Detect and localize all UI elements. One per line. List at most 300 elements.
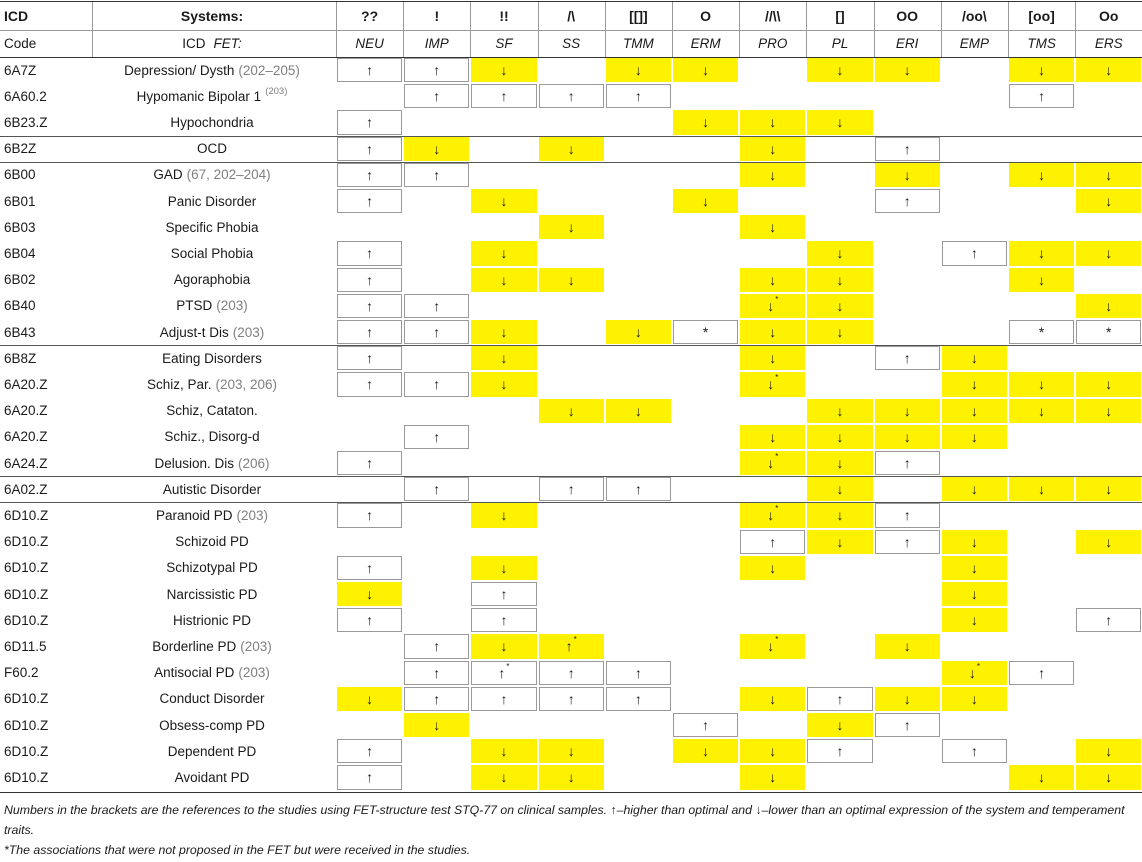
icd-code: 6D10.Z — [4, 507, 49, 523]
icd-code: 6D10.Z — [4, 743, 49, 759]
arrow-down-icon: ↓ — [567, 271, 575, 288]
trait-cell — [1009, 58, 1074, 82]
column-abbreviation: IMP — [424, 36, 449, 51]
trait-cell — [740, 739, 805, 763]
arrow-down-icon: ↓ — [970, 612, 978, 629]
arrow-down-icon: ↓ — [1105, 245, 1113, 262]
trait-cell — [1076, 530, 1141, 554]
arrow-up-icon: ↑ — [903, 455, 911, 472]
arrow-down-icon: ↓ — [500, 324, 508, 341]
disorder-label: Social Phobia — [170, 245, 254, 261]
arrow-down-icon: ↓ — [769, 428, 777, 445]
header-icd-text: ICD — [182, 36, 206, 51]
arrow-down-icon: ↓ — [769, 350, 777, 367]
trait-cell — [1009, 372, 1074, 396]
disorder-name — [92, 555, 332, 581]
disorder-name — [92, 109, 332, 135]
disorder-label: GAD — [153, 167, 183, 183]
arrow-down-icon: ↓ — [366, 586, 374, 603]
icd-code: 6B43 — [4, 324, 36, 340]
column-symbol: ! — [434, 8, 440, 24]
arrow-down-icon: ↓ — [970, 481, 978, 498]
disorder-name — [92, 450, 332, 476]
icd-code: 6B03 — [4, 219, 36, 235]
trait-cell — [875, 451, 940, 475]
trait-cell — [1076, 294, 1141, 318]
arrow-up-icon: ↑ — [366, 245, 374, 262]
trait-cell — [337, 137, 402, 161]
trait-cell — [1076, 58, 1141, 82]
trait-cell — [471, 503, 536, 527]
arrow-up-icon: ↑ — [366, 324, 374, 341]
trait-cell — [673, 58, 738, 82]
trait-cell — [807, 399, 872, 423]
trait-cell — [1076, 739, 1141, 763]
trait-cell — [942, 346, 1007, 370]
arrow-up-icon: ↑ — [366, 350, 374, 367]
disorder-name — [92, 371, 332, 397]
trait-cell — [807, 425, 872, 449]
trait-cell — [606, 477, 671, 501]
arrow-down-icon: ↓ — [1105, 297, 1113, 314]
icd-code: 6B23.Z — [4, 114, 48, 130]
trait-cell — [539, 399, 604, 423]
trait-cell — [740, 215, 805, 239]
arrow-down-icon: ↓ — [500, 271, 508, 288]
header-column-divider — [403, 2, 404, 57]
arrow-down-icon: ↓ — [1038, 769, 1046, 786]
trait-cell — [942, 739, 1007, 763]
arrow-up-icon: ↑ — [500, 586, 508, 603]
trait-cell — [471, 84, 536, 108]
trait-cell — [337, 58, 402, 82]
note-references: Numbers in the brackets are the references to the studies using FET-structure test STQ-77 on clinical samples. ↑–higher than optimal and ↓–lower than an optimal expression of the system and temperament traits. — [4, 803, 1125, 837]
arrow-down-icon: ↓ — [634, 324, 642, 341]
disorder-references: (203) — [240, 638, 272, 654]
trait-cell — [807, 58, 872, 82]
icd-code: 6D10.Z — [4, 691, 49, 707]
arrow-down-icon: ↓ — [769, 166, 777, 183]
arrow-down-icon: ↓ — [769, 271, 777, 288]
column-symbol: /oo\ — [961, 8, 987, 24]
column-abbreviation: PRO — [758, 36, 788, 51]
disorder-label: Histrionic PD — [172, 612, 251, 628]
trait-cell — [471, 346, 536, 370]
trait-cell — [673, 320, 738, 344]
trait-cell — [539, 84, 604, 108]
arrow-down-icon: ↓ — [970, 428, 978, 445]
arrow-up-icon: ↑ — [500, 690, 508, 707]
arrow-up-icon: ↑ — [366, 743, 374, 760]
column-abbreviation: NEU — [355, 36, 384, 51]
trait-cell — [740, 320, 805, 344]
arrow-down-icon: ↓ — [702, 114, 710, 131]
trait-cell — [1076, 765, 1141, 789]
footnote-mark: * — [976, 661, 980, 671]
icd-code: 6A24.Z — [4, 455, 48, 471]
trait-cell — [740, 503, 805, 527]
disorder-references: (67, 202–204) — [186, 167, 271, 183]
disorder-name — [92, 607, 332, 633]
arrow-up-icon: ↑ — [366, 376, 374, 393]
trait-cell — [740, 163, 805, 187]
arrow-down-icon: ↓ — [769, 769, 777, 786]
trait-cell — [807, 503, 872, 527]
header-column-divider — [1008, 2, 1009, 57]
asterisk-mark: * — [702, 324, 709, 341]
trait-cell — [404, 634, 469, 658]
icd-code: 6D10.Z — [4, 586, 49, 602]
disorder-label: Specific Phobia — [165, 219, 259, 235]
icd-code: F60.2 — [4, 665, 39, 681]
column-symbol: O — [700, 8, 712, 24]
trait-cell — [539, 661, 604, 685]
footnote-mark: * — [775, 294, 779, 304]
trait-cell — [606, 661, 671, 685]
arrow-down-icon: ↓ — [634, 402, 642, 419]
trait-cell — [1009, 163, 1074, 187]
trait-cell — [404, 58, 469, 82]
trait-cell — [673, 739, 738, 763]
arrow-down-icon: ↓ — [567, 140, 575, 157]
header-column-divider — [605, 2, 606, 57]
column-symbol: //\\ — [765, 8, 781, 24]
arrow-up-icon: ↑ — [366, 559, 374, 576]
trait-cell — [740, 687, 805, 711]
arrow-down-icon: ↓ — [836, 114, 844, 131]
disorder-references: (203) — [236, 507, 269, 523]
column-symbol: /\ — [567, 8, 576, 24]
footnote-mark: * — [573, 635, 577, 645]
arrow-up-icon: ↑ — [836, 690, 844, 707]
arrow-down-icon: ↓ — [1038, 271, 1046, 288]
disorder-references: (203) — [238, 665, 270, 681]
arrow-down-icon: ↓ — [968, 664, 976, 681]
arrow-up-icon: ↑ — [433, 324, 441, 341]
arrow-up-icon: ↑ — [433, 376, 441, 393]
column-abbreviation: TMS — [1027, 36, 1056, 51]
trait-cell — [1009, 268, 1074, 292]
footnote-mark: * — [775, 373, 779, 383]
arrow-up-icon: ↑ — [366, 507, 374, 524]
trait-cell — [337, 241, 402, 265]
arrow-down-icon: ↓ — [1105, 376, 1113, 393]
trait-cell — [1076, 320, 1141, 344]
arrow-down-icon: ↓ — [500, 62, 508, 79]
trait-cell — [337, 189, 402, 213]
header-code-label: Code — [4, 36, 37, 51]
trait-cell — [337, 556, 402, 580]
trait-cell — [875, 503, 940, 527]
arrow-down-icon: ↓ — [702, 62, 710, 79]
disorder-name — [92, 319, 332, 345]
column-abbreviation: ERS — [1094, 36, 1123, 51]
arrow-down-icon: ↓ — [769, 559, 777, 576]
disorder-name — [92, 476, 332, 502]
trait-cell — [471, 739, 536, 763]
trait-cell — [807, 451, 872, 475]
arrow-down-icon: ↓ — [970, 586, 978, 603]
column-abbreviation: SF — [495, 36, 513, 51]
arrow-down-icon: ↓ — [903, 166, 911, 183]
trait-cell — [606, 687, 671, 711]
arrow-down-icon: ↓ — [1105, 166, 1113, 183]
trait-cell — [942, 241, 1007, 265]
trait-cell — [875, 687, 940, 711]
disorder-name — [92, 764, 332, 790]
header-column-divider — [739, 2, 740, 57]
icd-code: 6A20.Z — [4, 376, 48, 392]
arrow-down-icon: ↓ — [836, 455, 844, 472]
arrow-up-icon: ↑ — [567, 88, 575, 105]
trait-cell — [740, 372, 805, 396]
disorder-references: (203) — [265, 85, 288, 97]
trait-cell — [471, 687, 536, 711]
disorder-name — [92, 581, 332, 607]
column-abbreviation: ERI — [895, 36, 919, 51]
trait-cell — [1076, 241, 1141, 265]
icd-code: 6D10.Z — [4, 534, 49, 550]
header-icd-label: ICD — [4, 8, 29, 24]
trait-cell — [337, 163, 402, 187]
disorder-name — [92, 83, 332, 109]
trait-cell — [1009, 399, 1074, 423]
trait-cell — [807, 687, 872, 711]
arrow-down-icon: ↓ — [769, 114, 777, 131]
disorder-references: (203, 206) — [215, 376, 278, 392]
disorder-label: Dependent PD — [167, 743, 257, 759]
arrow-up-icon: ↑ — [567, 664, 575, 681]
trait-cell — [1009, 320, 1074, 344]
trait-cell — [875, 713, 940, 737]
column-symbol: !! — [499, 8, 509, 24]
column-symbol: OO — [896, 8, 919, 24]
disorder-name — [92, 424, 332, 450]
trait-cell — [807, 268, 872, 292]
trait-cell — [1009, 661, 1074, 685]
disorder-label: Conduct Disorder — [159, 691, 265, 707]
arrow-down-icon: ↓ — [500, 743, 508, 760]
arrow-down-icon: ↓ — [836, 428, 844, 445]
disorder-label: Antisocial PD — [154, 665, 235, 681]
trait-cell — [337, 346, 402, 370]
arrow-down-icon: ↓ — [1038, 245, 1046, 262]
trait-cell — [337, 687, 402, 711]
arrow-down-icon: ↓ — [634, 62, 642, 79]
arrow-down-icon: ↓ — [903, 428, 911, 445]
trait-cell — [404, 372, 469, 396]
column-abbreviation: PL — [831, 36, 849, 51]
disorder-label: Hypomanic Bipolar 1 — [136, 88, 262, 104]
disorder-label: Adjust-t Dis — [159, 324, 229, 340]
arrow-down-icon: ↓ — [836, 481, 844, 498]
arrow-up-icon: ↑ — [433, 166, 441, 183]
trait-cell — [404, 84, 469, 108]
disorder-name — [92, 267, 332, 293]
footnote-mark: * — [775, 635, 779, 645]
icd-code: 6B01 — [4, 193, 36, 209]
arrow-up-icon: ↑ — [970, 245, 978, 262]
trait-cell — [1076, 608, 1141, 632]
arrow-up-icon: ↑ — [1038, 664, 1046, 681]
arrow-down-icon: ↓ — [836, 324, 844, 341]
trait-cell — [471, 58, 536, 82]
arrow-down-icon: ↓ — [836, 62, 844, 79]
arrow-up-icon: ↑ — [634, 690, 642, 707]
trait-cell — [471, 372, 536, 396]
trait-cell — [539, 137, 604, 161]
header-column-divider — [941, 2, 942, 57]
trait-cell — [471, 268, 536, 292]
arrow-down-icon: ↓ — [500, 245, 508, 262]
trait-cell — [471, 634, 536, 658]
trait-cell — [807, 110, 872, 134]
horizontal-rule — [0, 792, 1142, 793]
trait-cell — [942, 582, 1007, 606]
arrow-up-icon: ↑ — [903, 717, 911, 734]
arrow-down-icon: ↓ — [702, 743, 710, 760]
arrow-down-icon: ↓ — [1038, 166, 1046, 183]
arrow-down-icon: ↓ — [702, 193, 710, 210]
icd-code: 6A7Z — [4, 62, 37, 78]
arrow-down-icon: ↓ — [970, 559, 978, 576]
arrow-down-icon: ↓ — [836, 717, 844, 734]
arrow-down-icon: ↓ — [767, 455, 775, 472]
trait-cell — [337, 110, 402, 134]
trait-cell — [539, 765, 604, 789]
disorder-label: Eating Disorders — [162, 350, 262, 366]
arrow-up-icon: ↑ — [769, 533, 777, 550]
arrow-down-icon: ↓ — [970, 350, 978, 367]
arrow-down-icon: ↓ — [500, 559, 508, 576]
column-symbol: ?? — [361, 8, 379, 24]
trait-cell — [1009, 765, 1074, 789]
column-abbreviation: EMP — [959, 36, 990, 51]
trait-cell — [1076, 189, 1141, 213]
horizontal-rule — [0, 1, 1142, 2]
header-fet-text: FET: — [213, 36, 242, 51]
trait-cell — [673, 110, 738, 134]
trait-cell — [740, 556, 805, 580]
trait-cell — [807, 294, 872, 318]
icd-code: 6B8Z — [4, 350, 37, 366]
disorder-name — [92, 162, 332, 188]
icd-code: 6B04 — [4, 245, 36, 261]
arrow-up-icon: ↑ — [903, 350, 911, 367]
arrow-down-icon: ↓ — [500, 638, 508, 655]
header-column-divider — [336, 2, 337, 57]
arrow-down-icon: ↓ — [769, 140, 777, 157]
arrow-up-icon: ↑ — [433, 62, 441, 79]
icd-code: 6D11.5 — [4, 638, 47, 654]
column-symbol: Oo — [1099, 8, 1119, 24]
trait-cell — [606, 58, 671, 82]
trait-cell — [740, 346, 805, 370]
arrow-down-icon: ↓ — [500, 376, 508, 393]
arrow-down-icon: ↓ — [836, 271, 844, 288]
trait-cell — [673, 189, 738, 213]
arrow-down-icon: ↓ — [903, 402, 911, 419]
trait-cell — [539, 739, 604, 763]
icd-code: 6D10.Z — [4, 769, 49, 785]
trait-cell — [1076, 372, 1141, 396]
arrow-up-icon: ↑ — [903, 533, 911, 550]
trait-cell — [740, 137, 805, 161]
trait-cell — [875, 346, 940, 370]
header-column-divider — [672, 2, 673, 57]
trait-cell — [807, 241, 872, 265]
trait-cell — [807, 320, 872, 344]
header-column-divider — [92, 2, 93, 57]
arrow-up-icon: ↑ — [366, 140, 374, 157]
arrow-up-icon: ↑ — [500, 88, 508, 105]
header-systems-label: Systems: — [180, 8, 244, 24]
trait-cell — [740, 110, 805, 134]
disorder-name — [92, 188, 332, 214]
arrow-down-icon: ↓ — [769, 219, 777, 236]
arrow-up-icon: ↑ — [366, 455, 374, 472]
icd-code: 6A20.Z — [4, 403, 48, 419]
disorder-label: Schizotypal PD — [166, 560, 258, 576]
trait-cell — [606, 84, 671, 108]
arrow-down-icon: ↓ — [970, 533, 978, 550]
arrow-up-icon: ↑ — [433, 664, 441, 681]
disorder-name — [92, 136, 332, 162]
disorder-label: Paranoid PD — [155, 507, 233, 523]
trait-cell — [942, 661, 1007, 685]
trait-cell — [404, 137, 469, 161]
disorder-label: PTSD — [176, 298, 213, 314]
asterisk-mark: * — [1106, 324, 1112, 341]
horizontal-rule — [0, 30, 1142, 31]
trait-cell — [404, 661, 469, 685]
arrow-down-icon: ↓ — [767, 297, 775, 314]
arrow-down-icon: ↓ — [767, 638, 775, 655]
trait-cell — [807, 713, 872, 737]
trait-cell — [875, 425, 940, 449]
arrow-up-icon: ↑ — [970, 743, 978, 760]
trait-cell — [807, 530, 872, 554]
trait-cell — [875, 399, 940, 423]
trait-cell — [337, 503, 402, 527]
footnote-mark: * — [775, 452, 779, 462]
arrow-down-icon: ↓ — [970, 402, 978, 419]
table-notes — [4, 800, 1140, 860]
arrow-down-icon: ↓ — [903, 62, 911, 79]
icd-code: 6B2Z — [4, 141, 37, 157]
arrow-up-icon: ↑ — [903, 140, 911, 157]
arrow-down-icon: ↓ — [567, 402, 575, 419]
trait-cell — [942, 372, 1007, 396]
arrow-down-icon: ↓ — [1105, 769, 1113, 786]
arrow-up-icon: ↑ — [433, 428, 441, 445]
trait-cell — [471, 661, 536, 685]
arrow-up-icon: ↑ — [500, 612, 508, 629]
arrow-down-icon: ↓ — [836, 245, 844, 262]
trait-cell — [740, 765, 805, 789]
trait-cell — [1009, 477, 1074, 501]
trait-cell — [404, 425, 469, 449]
trait-cell — [942, 530, 1007, 554]
disorder-references: (203) — [232, 324, 265, 340]
arrow-up-icon: ↑ — [366, 612, 374, 629]
disorder-label: Hypochondria — [170, 114, 254, 130]
trait-cell — [404, 713, 469, 737]
arrow-up-icon: ↑ — [702, 717, 710, 734]
trait-cell — [875, 530, 940, 554]
arrow-down-icon: ↓ — [836, 402, 844, 419]
column-symbol: [] — [835, 8, 845, 24]
